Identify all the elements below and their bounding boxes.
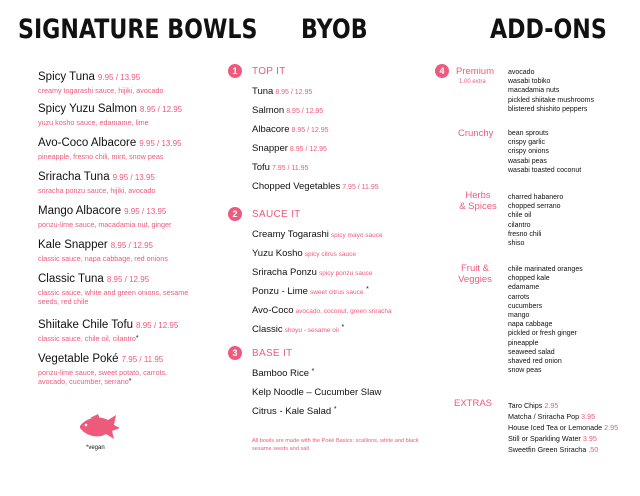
list-item: wasabi toasted coconut <box>508 166 582 174</box>
item-name: Bamboo Rice <box>252 368 310 379</box>
crunchy-title: Crunchy <box>458 128 494 139</box>
bowl-desc: ponzu-lime sauce, sweet potato, carrots, avocado, cucumber, serrano <box>38 368 168 386</box>
step-4-badge: 4 <box>435 64 449 78</box>
item-desc: spicy citrus sauce <box>304 251 357 258</box>
vegan-star: * <box>135 335 139 342</box>
step-2-badge: 2 <box>228 207 242 221</box>
addons-header: ADD-ONS <box>490 14 607 45</box>
sauce-item <box>252 229 383 240</box>
bowl-price: 9.95 / 13.95 <box>97 73 141 82</box>
extras-title: EXTRAS <box>454 398 493 409</box>
item-name: Citrus - Kale Salad <box>252 406 332 417</box>
protein-item <box>252 181 379 192</box>
bowl-item <box>38 99 248 127</box>
bowl-desc: ponzu-lime sauce, macadamia nut, ginger <box>38 220 172 229</box>
herbs-spices-title <box>453 190 503 212</box>
fruit-list <box>508 265 583 375</box>
base-it-title: BASE IT <box>252 348 293 359</box>
vegan-note: *vegan <box>86 445 105 451</box>
vegan-star: * <box>128 378 132 385</box>
bowl-item <box>38 67 248 95</box>
list-item: chopped serrano <box>508 203 561 211</box>
bowl-name: Spicy Yuzu Salmon <box>38 103 137 115</box>
bowl-desc: pineapple, fresno chili, mint, snow peas <box>38 152 164 161</box>
item-name: Kelp Noodle – Cucumber Slaw <box>252 387 382 398</box>
base-item <box>252 368 314 379</box>
item-name: Avo-Coco <box>252 305 294 316</box>
bowl-name: Mango Albacore <box>38 205 122 217</box>
premium-title: Premium <box>456 66 495 77</box>
extra-item <box>508 412 595 421</box>
herbs-list <box>508 193 563 248</box>
bowl-item <box>38 349 198 386</box>
item-name: Creamy Togarashi <box>252 229 329 240</box>
bowl-item <box>38 315 248 343</box>
bowl-name: Avo-Coco Albacore <box>38 137 137 149</box>
bowl-price: 7.95 / 11.95 <box>121 355 164 364</box>
list-item: chile marinated oranges <box>508 266 583 273</box>
sauce-item <box>252 324 344 335</box>
extra-price: 3.95 <box>582 434 597 443</box>
bowl-item <box>38 269 198 306</box>
bowl-item <box>38 167 248 195</box>
bowl-name: Vegetable Poké <box>38 353 119 365</box>
bowl-name: Shiitake Chile Tofu <box>38 319 134 331</box>
item-price: 8.95 / 12.95 <box>291 127 329 134</box>
sauce-item <box>252 305 392 316</box>
bowl-price: 8.95 / 12.95 <box>106 275 150 284</box>
premium-list <box>508 68 594 114</box>
bowl-price: 8.95 / 12.95 <box>110 241 153 250</box>
list-item: shaved red onion <box>508 358 562 366</box>
item-name: Snapper <box>252 143 288 154</box>
sauce-item <box>252 267 372 278</box>
fruit-title-line2: Veggies <box>458 274 492 285</box>
base-item <box>252 406 337 417</box>
list-item: edamame <box>508 284 540 292</box>
step-3-badge: 3 <box>228 346 242 360</box>
protein-item <box>252 124 328 135</box>
vegan-star: * <box>311 368 315 375</box>
item-name: Ponzu - Lime <box>252 286 308 297</box>
bowl-price: 8.95 / 12.95 <box>136 321 179 330</box>
list-item: chile oil <box>508 212 532 220</box>
extra-name: Still or Sparkling Water <box>508 434 581 443</box>
premium-price-note: 1.00 extra <box>459 79 486 85</box>
step-1-badge: 1 <box>228 64 242 78</box>
sauce-it-title: SAUCE IT <box>252 209 301 220</box>
fruit-title-line1: Fruit & <box>461 263 489 274</box>
bowl-name: Sriracha Tuna <box>38 171 110 183</box>
list-item: avocado <box>508 69 535 76</box>
protein-item <box>252 86 312 97</box>
item-desc: avocado, coconut, green sriracha <box>295 308 392 315</box>
bowl-price: 9.95 / 13.95 <box>124 207 167 216</box>
item-price: 7.95 / 11.95 <box>271 165 309 172</box>
item-name: Classic <box>252 324 283 335</box>
herbs-title-line1: Herbs <box>465 190 491 201</box>
list-item: macadamia nuts <box>508 87 560 95</box>
extra-price: 2.95 <box>604 423 619 432</box>
extra-price: 2.95 <box>544 401 559 410</box>
extra-name: House Iced Tea or Lemonade <box>508 423 603 432</box>
item-name: Yuzu Kosho <box>252 248 303 259</box>
extra-price: .50 <box>588 445 599 454</box>
list-item: crispy onions <box>508 148 549 156</box>
item-name: Salmon <box>252 105 285 116</box>
list-item: blistered shishito peppers <box>508 105 588 113</box>
extra-item <box>508 434 597 443</box>
base-item <box>252 387 381 398</box>
list-item: pickled shiitake mushrooms <box>508 96 594 104</box>
extra-item <box>508 445 598 454</box>
poke-basics-note: All bowls are made with the Poké Basics: scallions, white and black sesame seeds and salt <box>252 438 419 452</box>
item-name: Sriracha Ponzu <box>252 267 317 278</box>
protein-item <box>252 162 308 173</box>
crunchy-list <box>508 129 581 175</box>
sauce-item <box>252 248 356 259</box>
list-item: wasabi tobiko <box>508 78 551 86</box>
item-name: Tuna <box>252 86 274 97</box>
bowl-price: 8.95 / 12.95 <box>139 105 183 114</box>
bowl-price: 9.95 / 13.95 <box>112 173 155 182</box>
vegan-star: * <box>341 324 345 331</box>
fish-icon <box>76 412 122 442</box>
extra-name: Matcha / Sriracha Pop <box>508 412 580 421</box>
list-item: pickled or fresh ginger <box>508 330 577 338</box>
bowl-name: Spicy Tuna <box>38 71 95 83</box>
fruit-veggies-title <box>450 263 500 285</box>
item-name: Chopped Vegetables <box>252 181 341 192</box>
signature-bowls-header: SIGNATURE BOWLS <box>18 14 258 45</box>
item-name: Tofu <box>252 162 270 173</box>
sauce-item <box>252 286 369 297</box>
list-item: wasabi peas <box>508 157 547 165</box>
extra-price: 3.95 <box>581 412 596 421</box>
item-price: 7.95 / 11.95 <box>342 184 379 191</box>
top-it-title: TOP IT <box>252 66 286 77</box>
list-item: pineapple <box>508 339 539 347</box>
list-item: bean sprouts <box>508 130 549 137</box>
list-item: crispy garlic <box>508 139 545 147</box>
list-item: cucumbers <box>508 302 543 310</box>
item-desc: sweet citrus sauce <box>309 289 364 296</box>
item-price: 8.95 / 12.95 <box>289 146 327 153</box>
bowl-desc: sriracha ponzu sauce, hijiki, avocado <box>38 186 156 195</box>
bowl-desc: classic sauce, white and green onions, sesame seeds, red chile <box>38 288 189 306</box>
list-item: charred habanero <box>508 194 564 201</box>
protein-item <box>252 105 323 116</box>
item-desc: spicy mayo sauce <box>330 232 383 239</box>
list-item: fresno chili <box>508 230 542 238</box>
list-item: carrots <box>508 293 530 301</box>
bowl-desc: classic sauce, chile oil, cilantro <box>38 334 136 343</box>
bowl-desc: creamy togarashi sauce, hijiki, avocado <box>38 86 164 95</box>
list-item: napa cabbage <box>508 321 553 329</box>
bowl-price: 9.95 / 13.95 <box>139 139 182 148</box>
list-item: chopped kale <box>508 275 550 283</box>
item-desc: shoyu - sesame oil <box>284 327 339 334</box>
list-item: shiso <box>508 240 525 248</box>
bowl-name: Classic Tuna <box>38 273 104 285</box>
list-item: mango <box>508 312 530 320</box>
protein-item <box>252 143 327 154</box>
item-name: Albacore <box>252 124 290 135</box>
bowl-name: Kale Snapper <box>38 239 108 251</box>
bowl-item <box>38 201 248 229</box>
extra-item <box>508 423 618 432</box>
vegan-star: * <box>366 286 369 293</box>
item-price: 8.95 / 12.95 <box>286 108 324 115</box>
item-desc: spicy ponzu sauce <box>318 270 373 277</box>
extra-item <box>508 401 558 410</box>
list-item: snow peas <box>508 367 542 375</box>
extra-name: Sweetfin Green Sriracha <box>508 445 587 454</box>
bowl-desc: classic sauce, napa cabbage, red onions <box>38 254 168 263</box>
herbs-title-line2: & Spices <box>459 201 497 212</box>
extra-name: Taro Chips <box>508 401 543 410</box>
bowl-item <box>38 235 248 263</box>
byob-header: BYOB <box>301 14 368 45</box>
list-item: cilantro <box>508 221 531 229</box>
item-price: 8.95 / 12.95 <box>275 89 313 96</box>
bowl-item <box>38 133 248 161</box>
vegan-star: * <box>333 406 337 413</box>
list-item: seaweed salad <box>508 348 555 356</box>
bowl-desc: yuzu kosho sauce, edamame, lime <box>38 118 149 127</box>
